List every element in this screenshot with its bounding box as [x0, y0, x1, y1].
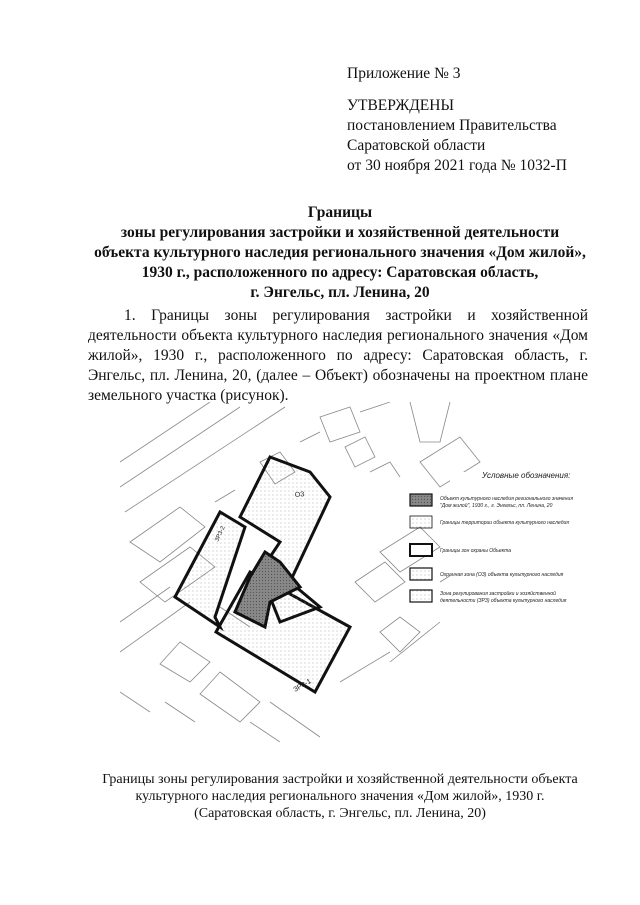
legend-title: Условные обозначения:: [482, 471, 571, 480]
title-line-2: зоны регулирования застройки и хозяйственной деятельности: [120, 224, 560, 241]
title-line-3: объекта культурного наследия регионального значения «Дом жилой»,: [94, 244, 586, 261]
caption-line-3: (Саратовская область, г. Энгельс, пл. Ленина, 20): [194, 806, 486, 821]
approval-line-2: Саратовской области: [347, 137, 486, 154]
approval-line-1: постановлением Правительства: [347, 117, 557, 134]
legend-zrz-line-2: деятельности (ЗРЗ) объекта культурного наследия: [440, 598, 567, 604]
site-plan-map: [120, 402, 590, 742]
caption-line-1: Границы зоны регулирования застройки и хозяйственной деятельности объекта: [102, 772, 578, 787]
label-zrz-2: ЗРЗ-2: [214, 525, 227, 543]
legend-territory-line-1: Границы территории объекта культурного наследия: [440, 520, 569, 526]
title-line-1: Границы: [307, 204, 373, 221]
legend-borders-line-1: Границы зон охраны Объекта: [440, 548, 511, 554]
caption-line-2: культурного наследия регионального значения «Дом жилой», 1930 г.: [135, 789, 545, 804]
appendix-number: Приложение № 3: [347, 65, 461, 82]
approval-line-3: от 30 ноября 2021 года № 1032-П: [347, 157, 567, 174]
figure-caption: [60, 771, 620, 822]
document-title: [60, 203, 620, 303]
legend-object-line-1: Объект культурного наследия регионального значения: [440, 496, 573, 502]
approval-block: [347, 64, 567, 176]
label-zrz-1: ЗРЗ-1: [292, 678, 313, 694]
legend-item-object: [410, 494, 573, 509]
title-line-5: г. Энгельс, пл. Ленина, 20: [250, 284, 430, 301]
legend-oz-line-1: Охранная зона (ОЗ) объекта культурного наследия: [440, 572, 564, 578]
legend-object-line-2: "Дом жилой", 1930 г., г. Энгельс, пл. Ленина, 20: [440, 503, 553, 509]
legend-zrz-line-1: Зона регулирования застройки и хозяйственной: [440, 591, 556, 597]
approved-heading: УТВЕРЖДЕНЫ: [347, 97, 454, 114]
paragraph-1: 1. Границы зоны регулирования застройки и хозяйственной деятельности объекта культурного наследия регионального значения «Дом жилой», 1930 г., расположенного по адресу: Саратовская область, г. Энгельс, пл. Ленина, 20, (далее – Объект) обозначены на проектном плане земельного участка (рисунок).: [88, 307, 588, 404]
label-oz: ОЗ: [294, 491, 305, 499]
title-line-4: 1930 г., расположенного по адресу: Саратовская область,: [141, 264, 539, 281]
